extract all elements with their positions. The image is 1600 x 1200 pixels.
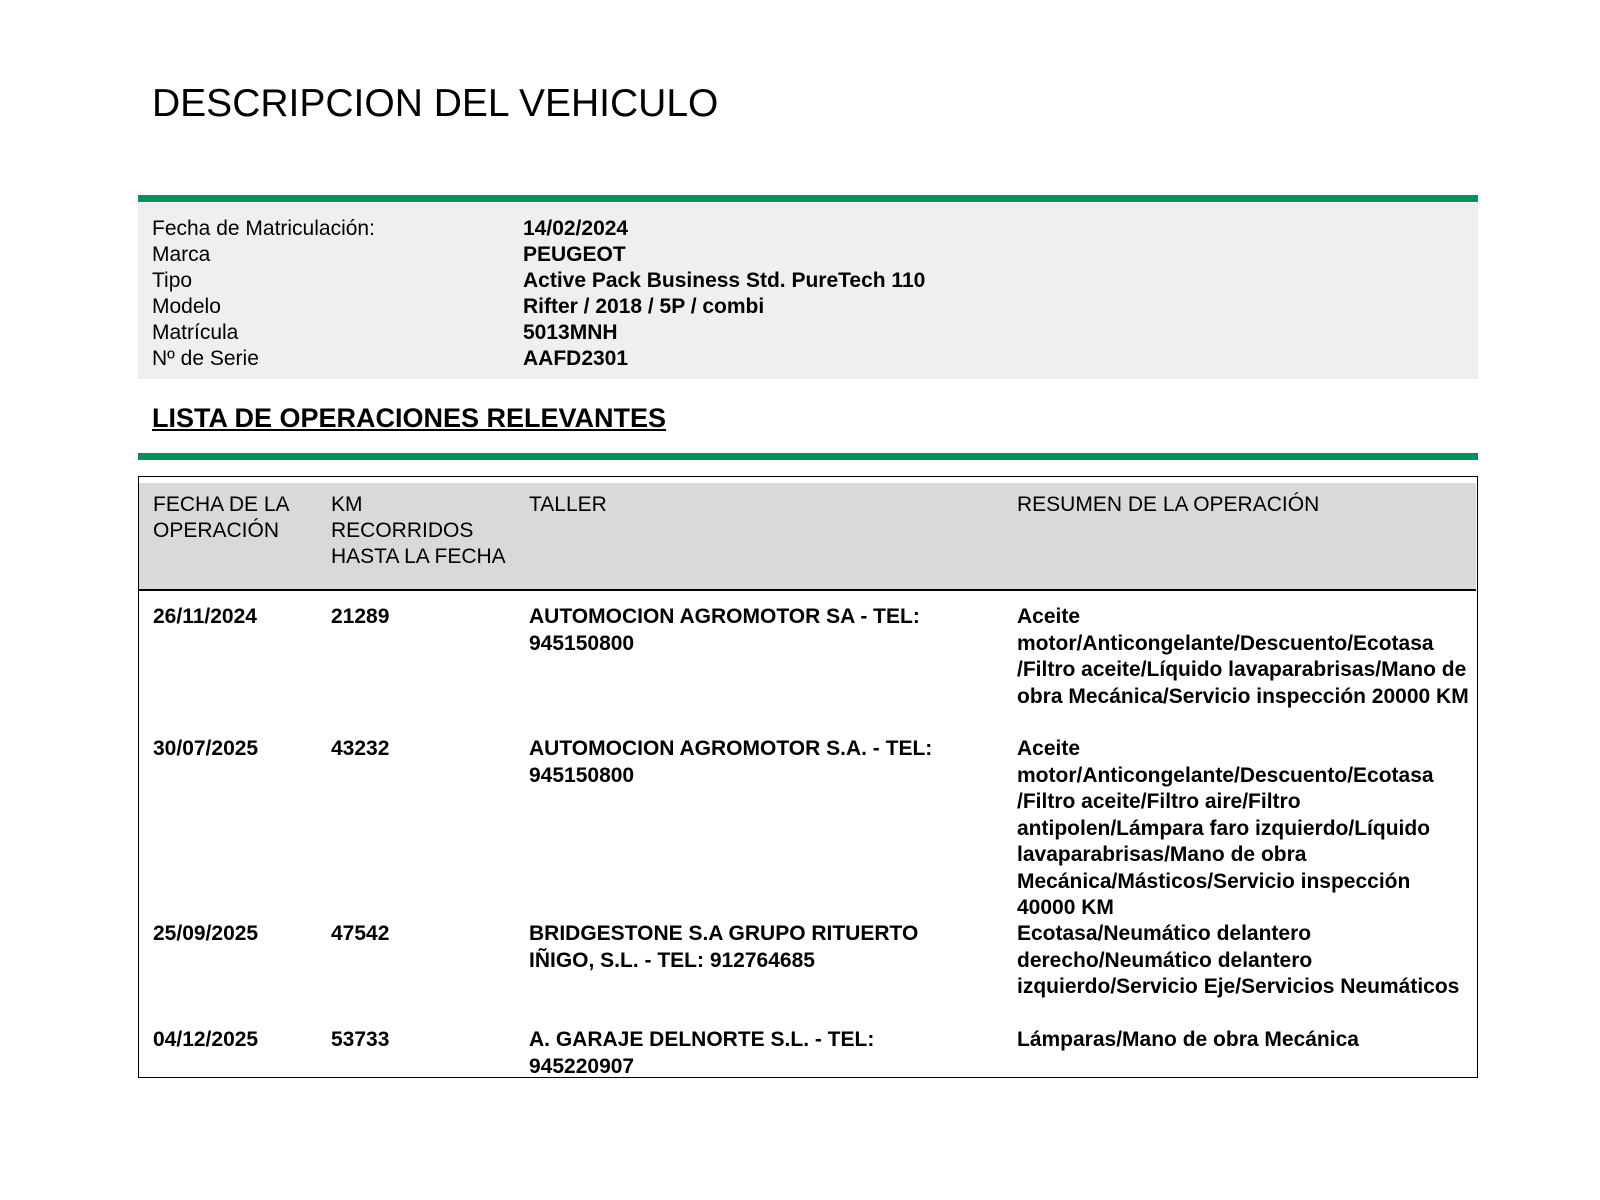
vehicle-value: Active Pack Business Std. PureTech 110 — [523, 269, 926, 292]
vehicle-row-brand — [138, 242, 1478, 268]
operation-summary: Aceite motor/Anticongelante/Descuento/Ecotasa /Filtro aceite/Líquido lavaparabrisas/Mano de obra Mecánica/Servicio inspección 20000 KM — [1017, 605, 1469, 708]
column-header-date: FECHA DE LA OPERACIÓN — [153, 493, 289, 542]
green-divider-operations — [138, 453, 1478, 460]
operations-table-header — [139, 477, 1476, 591]
vehicle-row-model — [138, 294, 1478, 320]
vehicle-label: Fecha de Matriculación: — [152, 217, 375, 240]
vehicle-label: Tipo — [152, 269, 193, 292]
green-divider-top — [138, 195, 1478, 202]
vehicle-row-plate — [138, 320, 1478, 346]
operation-shop: A. GARAJE DELNORTE S.L. - TEL: 945220907 — [529, 1028, 875, 1078]
vehicle-value: Rifter / 2018 / 5P / combi — [523, 295, 765, 318]
vehicle-row-serial — [138, 346, 1478, 372]
vehicle-info-panel — [138, 203, 1478, 379]
vehicle-label: Marca — [152, 243, 211, 266]
operation-km: 53733 — [331, 1028, 390, 1051]
operation-km: 47542 — [331, 922, 390, 945]
operation-km: 43232 — [331, 737, 390, 760]
operations-table — [138, 476, 1478, 1078]
operation-date: 26/11/2024 — [153, 605, 257, 628]
column-header-summary: RESUMEN DE LA OPERACIÓN — [1017, 493, 1320, 516]
column-header-km: KM RECORRIDOS HASTA LA FECHA — [331, 493, 506, 568]
vehicle-value: AAFD2301 — [523, 347, 629, 370]
vehicle-label: Nº de Serie — [152, 347, 259, 370]
operations-heading: LISTA DE OPERACIONES RELEVANTES — [152, 403, 667, 433]
operation-summary: Ecotasa/Neumático delantero derecho/Neumático delantero izquierdo/Servicio Eje/Servicios Neumáticos — [1017, 922, 1460, 998]
vehicle-value: 5013MNH — [523, 321, 618, 344]
operation-summary: Aceite motor/Anticongelante/Descuento/Ecotasa /Filtro aceite/Filtro aire/Filtro antipolen/Lámpara faro izquierdo/Líquido lavaparabrisas/Mano de obra Mecánica/Másticos/Servicio inspección 40000 KM — [1017, 737, 1434, 919]
page-title: DESCRIPCION DEL VEHICULO — [152, 82, 719, 125]
column-header-shop: TALLER — [529, 493, 607, 516]
vehicle-label: Modelo — [152, 295, 221, 318]
operation-shop: AUTOMOCION AGROMOTOR S.A. - TEL: 945150800 — [529, 737, 933, 787]
operation-date: 04/12/2025 — [153, 1028, 259, 1051]
operation-date: 30/07/2025 — [153, 737, 259, 760]
operation-shop: BRIDGESTONE S.A GRUPO RITUERTO IÑIGO, S.L. - TEL: 912764685 — [529, 922, 919, 972]
vehicle-value: 14/02/2024 — [523, 217, 629, 240]
operation-shop: AUTOMOCION AGROMOTOR SA - TEL: 945150800 — [529, 605, 920, 655]
vehicle-row-type — [138, 268, 1478, 294]
operation-summary: Lámparas/Mano de obra Mecánica — [1017, 1028, 1359, 1051]
operation-date: 25/09/2025 — [153, 922, 259, 945]
vehicle-value: PEUGEOT — [523, 243, 626, 266]
vehicle-row-registration-date — [138, 216, 1478, 242]
operation-km: 21289 — [331, 605, 390, 628]
vehicle-label: Matrícula — [152, 321, 239, 344]
